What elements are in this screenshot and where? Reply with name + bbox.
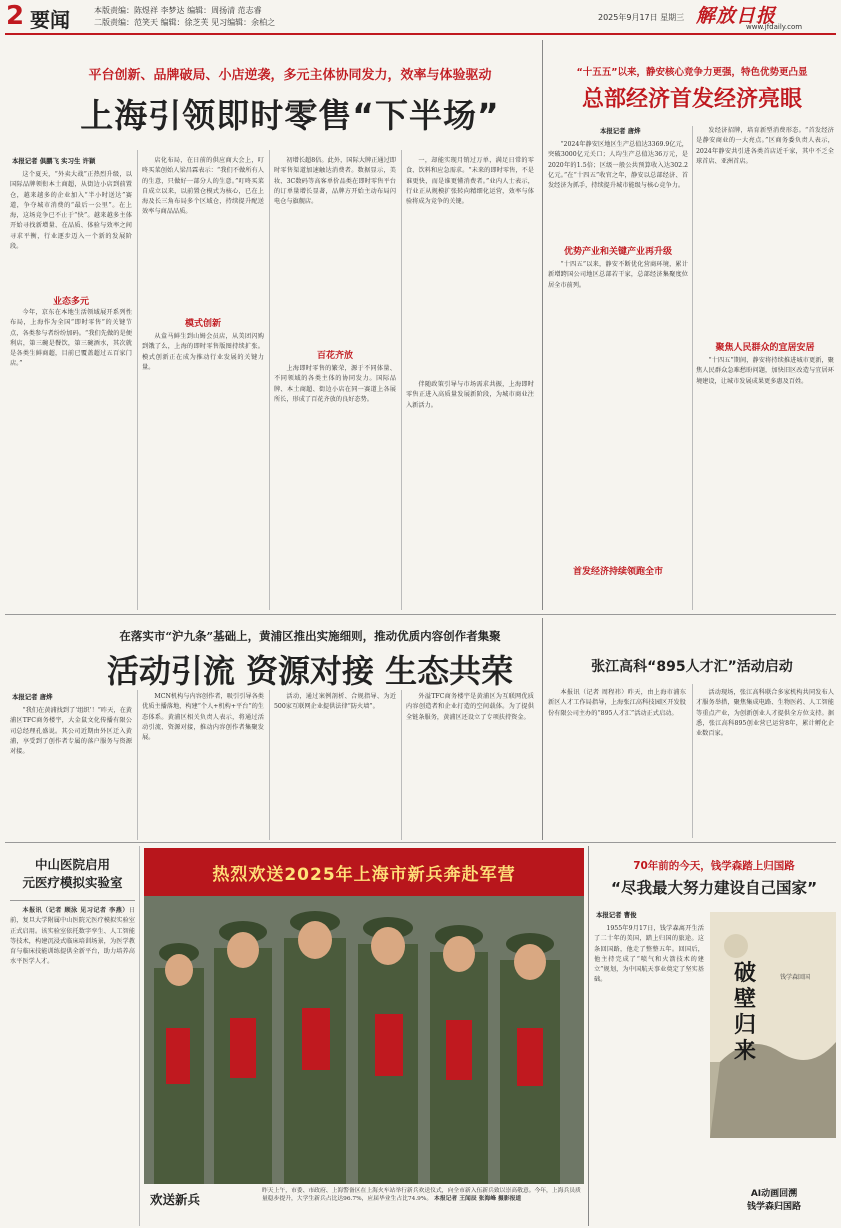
qian-poster bbox=[710, 912, 836, 1138]
lead-column-2b: 从盒马鲜生到山姆会员店，从美团闪购到饿了么，上海的即时零售版图持续扩张。模式创新正在成为推动行业发展的关键力量。 bbox=[142, 333, 264, 371]
qian-poster-caption-line-1: AI动画回溯 bbox=[750, 1189, 798, 1199]
qian-kicker: 70年前的今天，钱学森踏上归国路 bbox=[633, 860, 795, 872]
qian-headline: “尽我最大努力建设自己国家” bbox=[610, 879, 818, 897]
section-name: 要闻 bbox=[30, 8, 70, 32]
recruits-banner: 热烈欢送2025年上海市新兵奔赴军营 bbox=[212, 865, 516, 885]
right-kicker: “十五五”以来，静安核心竞争力更强，特色优势更凸显 bbox=[576, 67, 808, 78]
right-column-1b: “十四五”以来，静安不断优化营商环境，累计新增跨国公司地区总部若干家，总部经济集聚度位居全市前列。 bbox=[548, 261, 688, 289]
page-number: 2 bbox=[6, 1, 25, 31]
lead-column-1: 这个夏天，“外卖大战”正热烈升级，以国际品牌领衔本土商超，从街边小店到前置仓，越来越多的企业加入“半小时送达”赛道，争夺城市消费的“最后一公里”。在上海，这场竞争已不止于“快”。越来越多主体开始寻找新增量、在品质、体验与效率之间寻求平衡，行业逐步迈入一个新的发展阶段。 bbox=[10, 171, 132, 251]
middle-byline: 本报记者 唐烨 bbox=[12, 693, 53, 701]
page-header bbox=[0, 0, 841, 34]
middle-column-3: 活动，通过案例剖析、合规指导、为近500家互联网企业提供法律“防火墙”。 bbox=[274, 693, 396, 711]
middle-column-4: 外溢TFC商务楼宇是黄浦区为互联网优质内容创造者和企业打造的空间载体。为了提供全链条服务，黄浦区还设立了专项扶持资金。 bbox=[406, 693, 534, 721]
recruits-caption-title: 欢送新兵 bbox=[150, 1192, 201, 1207]
qian-poster-title: 破壁归来 bbox=[734, 960, 757, 1064]
lead-column-3b: 上海即时零售的繁荣，源于不同体量、不同领域的各类主体的协同发力。国际品牌、本土商超、街边小店在同一赛道上各展所长，形成了百花齐放的良好态势。 bbox=[274, 365, 396, 403]
header-rule bbox=[5, 33, 836, 35]
lead-column-4b: 伴随政策引导与市场需求共振，上海即时零售正进入高质量发展新阶段，为城市商业注入新活力。 bbox=[406, 381, 534, 409]
lead-column-1b: 今年，京东在本地生活领域展开系列性布局，上海作为全国“即时零售”的关键节点，各类参与者纷纷加码。“我们先做的是便利店，第三碗是餐饮，第三碗酒水，其次就是各类生鲜商超，目前已覆盖超过五百家门店。” bbox=[10, 309, 132, 368]
lead-kicker: 平台创新、品牌破局、小店逆袭，多元主体协同发力，效率与体验驱动 bbox=[88, 68, 492, 83]
zhangjiang-headline: 张江高科“895人才汇”活动启动 bbox=[591, 659, 793, 675]
right-column-2b: “十四五”期间，静安将持续推进城市更新，聚焦人民群众急难愁盼问题，加快旧区改造与宜居环境建设，让城市发展成果更多惠及百姓。 bbox=[696, 357, 834, 385]
lead-column-2: 店化布局，在日前的供应商大会上，叮咚买菜创始人梁昌霖表示：“我们不做所有人的生意，只做好一部分人的生意。”叮咚买菜自成立以来，以前置仓模式为核心，已在上海及长三角布局多个区域仓，持续提升配送效率与商品品质。 bbox=[142, 157, 264, 216]
website-url[interactable]: www.jfdaily.com bbox=[746, 23, 803, 31]
zhangjiang-body: 活动现场，张江高科联合多家机构共同发布人才服务举措，聚焦集成电路、生物医药、人工智能等重点产业，为创新创业人才提供全方位支持。据悉，张江高科895创业营已运营8年，累计孵化企业数百家。 bbox=[696, 689, 834, 738]
zhongshan-headline-line-1: 中山医院启用 bbox=[34, 857, 110, 872]
lead-column-4: 一，却能实现月销过万单，满足日常的零食、饮料和应急需求。“未来的即时零售，不是谁更快，而是谁更懂消费者。”业内人士表示，行业正从规模扩张转向精细化运营，效率与体验将成为竞争的关键。 bbox=[406, 157, 534, 206]
zhongshan-body: 本报讯（记者 顾泳 见习记者 李燕）日前，复旦大学附属中山医院元医疗模拟实验室正式启用。该实验室依托数字孪生、人工智能等技术，构建沉浸式临床培训场景，为医学教育与临床技能训练提供全新平台，助力培养高水平医学人才。 bbox=[10, 907, 135, 966]
recruits-photo bbox=[144, 848, 584, 1184]
recruits-caption: 昨天上午，市委、市政府、上海警备区在上海火车站举行新兵欢送仪式，向全市新入伍新兵致以崇高敬意。今年，上海兵员质量稳步提升，大学生新兵占比达96.7%，应届毕业生占比74.9%。 bbox=[262, 1188, 581, 1203]
photo-credit: 本报记者 王闻辰 张海峰 摄影报道 bbox=[434, 1196, 522, 1203]
issue-date: 2025年9月17日 星期三 bbox=[598, 13, 685, 22]
right-subhead-3: 首发经济持续领跑全市 bbox=[572, 567, 663, 577]
right-subhead-2: 聚焦人民群众的宜居安居 bbox=[715, 343, 815, 353]
right-column-1: “2024年静安区地区生产总值达3369.9亿元，突破3000亿元关口；人均生产总值达36万元，是2020年的1.5倍；区级一般公共预算收入达302.2亿元。”在“十四五”收官之年，静安以总部经济、首发经济为抓手，持续提升城市能级与核心竞争力。 bbox=[548, 141, 688, 190]
lead-subhead-1: 业态多元 bbox=[52, 297, 89, 307]
zhongshan-byline: 本报讯（记者 顾泳 见习记者 李燕） bbox=[22, 907, 129, 914]
lead-headline: 上海引领即时零售“下半场” bbox=[80, 96, 500, 135]
right-column-2: 发经济招牌，培育新型消费形态。“首发经济是静安商业的一大亮点。”区商务委负责人表示，2024年静安共引进各类首店近千家，其中不乏全球首店、亚洲首店。 bbox=[696, 127, 834, 165]
qian-poster-subtitle: 钱学森回国 bbox=[780, 974, 811, 981]
lead-byline: 本报记者 俱鹏飞 实习生 许颖 bbox=[12, 157, 96, 165]
lead-column-3: 初增长超8倍。此外，国际大牌正通过即时零售渠道加速触达消费者。数据显示，美妆、3C数码等高客单价品类在即时零售平台的订单量增长显著，品牌方开始主动布局闪电仓与旗舰店。 bbox=[274, 157, 396, 206]
lead-subhead-2: 模式创新 bbox=[184, 319, 221, 329]
editors-line-1: 本版责编：陈煜祥 李梦达 编辑：周扬清 范志睿 bbox=[94, 6, 262, 15]
zhangjiang-byline: 本报讯（记者 周程祎）昨天，由上海市浦东新区人才工作局指导，上海张江高科技园区开发股份有限公司主办的“895人才汇”活动正式启动。 bbox=[548, 689, 686, 717]
logo-text: 解放日报 bbox=[696, 5, 777, 27]
qian-poster-caption-line-2: 钱学森归国路 bbox=[746, 1202, 801, 1212]
zhongshan-headline bbox=[10, 856, 135, 892]
qian-poster-caption bbox=[712, 1188, 836, 1214]
qian-poster-illustration bbox=[710, 912, 836, 1138]
recruits-photo-illustration bbox=[144, 848, 584, 1184]
middle-column-2: MCN机构与内容创作者，吸引引导各类优质主播落地，构建“个人+机构+平台”的生态体系。黄浦区相关负责人表示，将通过活动引流、资源对接，推动内容创作者集聚发展。 bbox=[142, 693, 264, 742]
lead-subhead-3: 百花齐放 bbox=[316, 351, 353, 361]
middle-column-1: “我们在黄浦找到了‘组织’！”昨天，在黄浦区TFC商务楼宇，大金鼠文化传播有限公司总经理孔盛说。其公司近期由外区迁入黄浦，享受到了创作者专属的落户服务与资源对接。 bbox=[10, 707, 132, 756]
recruits-caption-block bbox=[262, 1187, 584, 1227]
editors-line-2: 二版责编：范笑天 编辑：徐芝芙 见习编辑：余柏之 bbox=[94, 18, 276, 27]
middle-headline: 活动引流 资源对接 生态共荣 bbox=[106, 652, 514, 690]
right-headline: 总部经济首发经济亮眼 bbox=[581, 87, 802, 112]
right-byline: 本报记者 唐烨 bbox=[600, 127, 641, 135]
middle-kicker: 在落实市“沪九条”基础上，黄浦区推出实施细则，推动优质内容创作者集聚 bbox=[119, 629, 501, 643]
qian-body: 1955年9月17日，钱学森离开生活了二十年的美国，踏上归国的旅途。这条回国路，他走了整整五年。回国后，他主持完成了“喷气和火箭技术的建立”规划，为中国航天事业奠定了坚实基础。 bbox=[594, 925, 704, 984]
zhongshan-headline-line-2: 元医疗模拟实验室 bbox=[22, 875, 123, 890]
right-subhead-1: 优势产业和关键产业再升级 bbox=[563, 247, 672, 257]
qian-byline: 本报记者 曹俊 bbox=[596, 911, 637, 919]
